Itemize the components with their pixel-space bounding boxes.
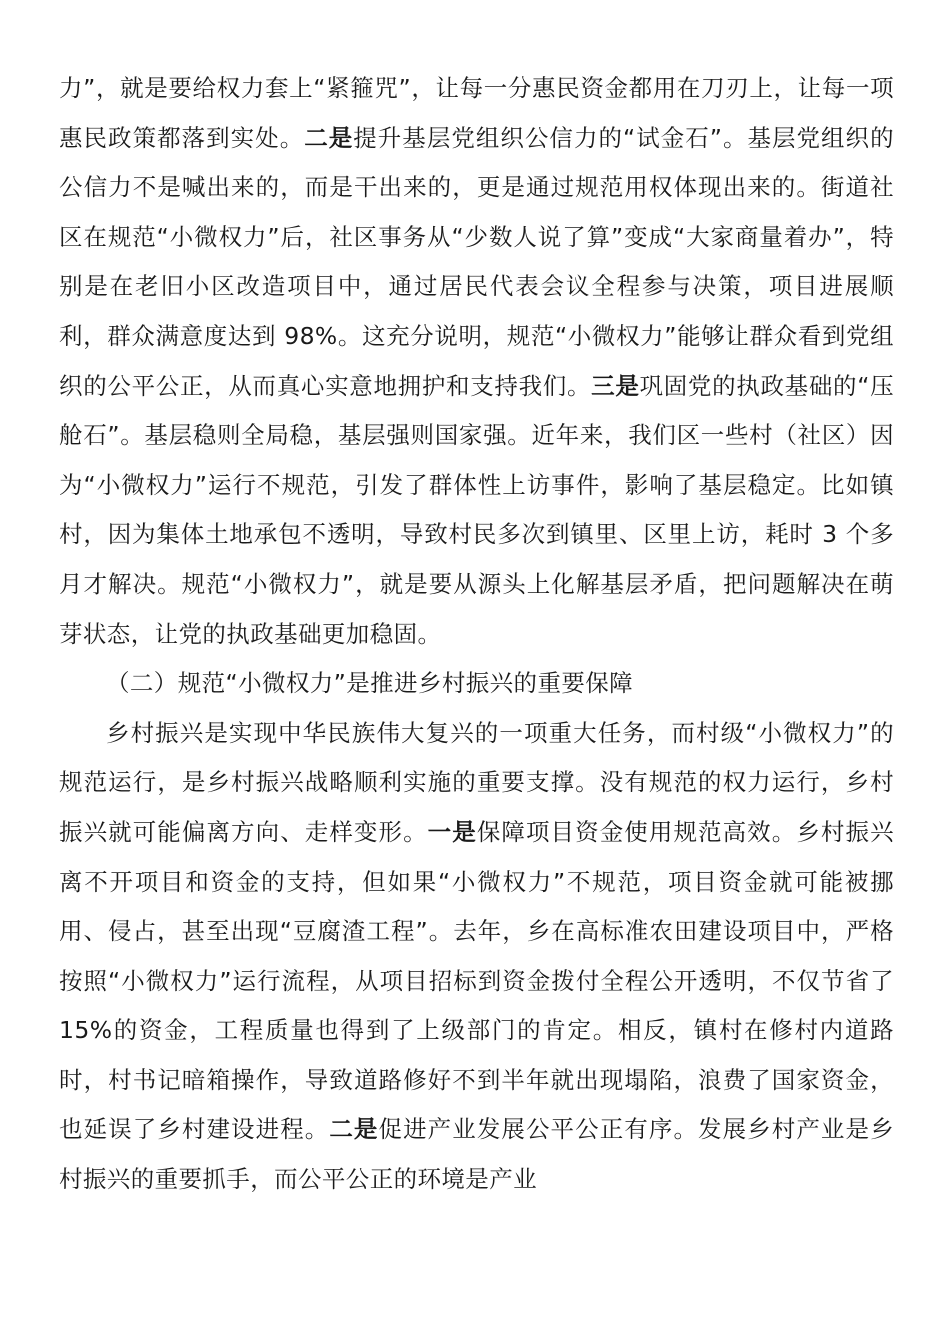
text-run: 提升基层党组织公信力的“试金石”。基层党组织的公信力不是喊出来的，而是干出来的，更是通过规范用权体现出来的。街道社区在规范“小微权力”后，社区事务从“少数人说了算”变成“大家商量着办”，特别是在老旧小区改造项目中，通过居民代表会议全程参与决策，项目进展顺利，群众满意度达到 98%。这充分说明，规范“小微权力”能够让群众看到党组织的公平公正，从而真心实意地拥护和支持我们。 bbox=[59, 123, 894, 400]
bold-marker-one: 一是 bbox=[427, 817, 477, 846]
paragraph-continued bbox=[59, 64, 894, 659]
body-text bbox=[59, 64, 894, 1205]
paragraph-rural-revitalization bbox=[59, 709, 894, 1205]
bold-marker-two: 二是 bbox=[304, 123, 354, 152]
bold-marker-three: 三是 bbox=[591, 371, 640, 400]
text-run: 力”，就是要给权力套上“紧箍咒”，让每一分惠民资金都用在刀刃上，让每一项惠民政策都落到实处。 bbox=[59, 74, 894, 152]
section-heading: （二）规范“小微权力”是推进乡村振兴的重要保障 bbox=[106, 669, 634, 698]
text-run: 巩固党的执政基础的“压舱石”。基层稳则全局稳，基层强则国家强。近年来，我们区一些村（社区）因为“小微权力”运行不规范，引发了群体性上访事件，影响了基层稳定。比如镇村，因为集体土地承包不透明，导致村民多次到镇里、区里上访，耗时 3 个多月才解决。规范“小微权力”，就是要从源头上化解基层矛盾，把问题解决在萌芽状态，让党的执政基础更加稳固。 bbox=[59, 371, 894, 648]
text-run: 促进产业发展公平公正有序。发展乡村产业是乡村振兴的重要抓手，而公平公正的环境是产业 bbox=[59, 1115, 894, 1194]
text-run: 保障项目资金使用规范高效。乡村振兴离不开项目和资金的支持，但如果“小微权力”不规范，项目资金就可能被挪用、侵占，甚至出现“豆腐渣工程”。去年，乡在高标准农田建设项目中，严格按照“小微权力”运行流程，从项目招标到资金拨付全程公开透明，不仅节省了 15%的资金，工程质量也得到了上级部门的肯定。相反，镇村在修村内道路时，村书记暗箱操作，导致道路修好不到半年就出现塌陷，浪费了国家资金，也延误了乡村建设进程。 bbox=[59, 817, 894, 1144]
bold-marker-two: 二是 bbox=[329, 1115, 379, 1144]
text-run: 乡村振兴是实现中华民族伟大复兴的一项重大任务，而村级“小微权力”的规范运行，是乡村振兴战略顺利实施的重要支撑。没有规范的权力运行，乡村振兴就可能偏离方向、走样变形。 bbox=[59, 718, 894, 846]
